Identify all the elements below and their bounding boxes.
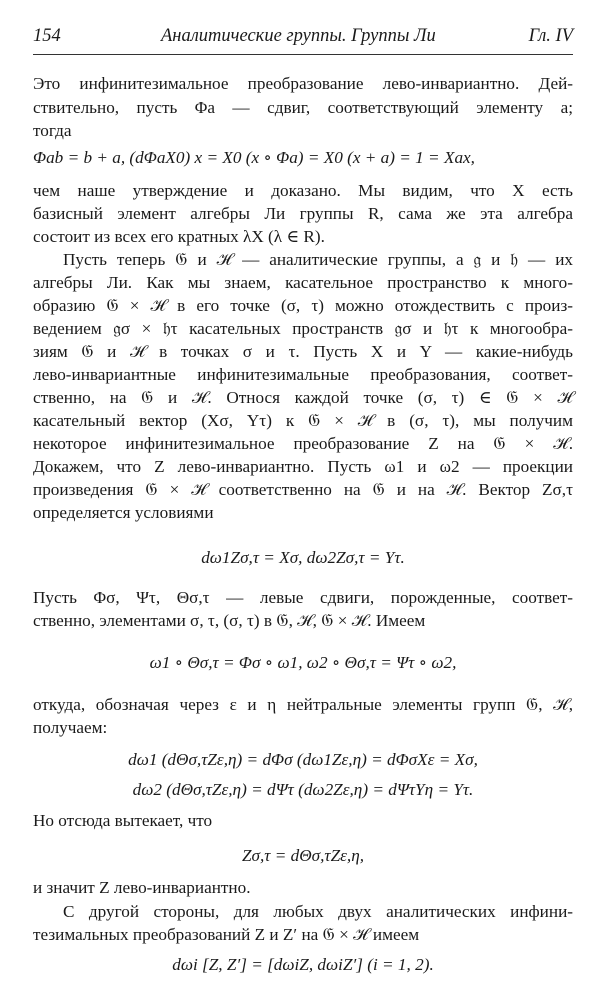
running-header <box>33 26 573 56</box>
text-line: некоторое инфинитезимальное преобразование Z на 𝔊 × ℋ. <box>33 434 573 453</box>
equation-line: dω1 (dΘσ,τZε,η) = dΦσ (dω1Zε,η) = dΦσXε = Xσ, <box>128 750 478 769</box>
text-line: ственно, элементами σ, τ, (σ, τ) в 𝔊, ℋ, 𝔊 × ℋ. Имеем <box>33 611 426 630</box>
text-line: чем наше утверждение и доказано. Мы видим, что X есть <box>33 181 573 200</box>
text-line: Докажем, что Z лево-инвариантно. Пусть ω1 и ω2 — проекции <box>33 457 573 476</box>
chapter-label: Гл. IV <box>528 26 573 46</box>
text-line: определяется условиями <box>33 503 214 522</box>
text-line: состоит из всех его кратных λX (λ ∈ R). <box>33 227 325 246</box>
text-line: образию 𝔊 × ℋ в его точке (σ, τ) можно отождествить с произ- <box>33 296 573 315</box>
text-line: откуда, обозначая через ε и η нейтральные элементы групп 𝔊, ℋ, <box>33 695 573 714</box>
text-line: и значит Z лево-инвариантно. <box>33 878 251 897</box>
text-line: алгебры Ли. Как мы знаем, касательное пространство к много- <box>33 273 573 292</box>
text-line: лево-инвариантные инфинитезимальные преобразования, соответ- <box>33 365 573 384</box>
text-line: Но отсюда вытекает, что <box>33 811 213 830</box>
text-line: зиям 𝔊 и ℋ в точках σ и τ. Пусть X и Y — какие-нибудь <box>33 342 573 361</box>
text-line: ственно, на 𝔊 и ℋ. Относя каждой точке (σ, τ) ∈ 𝔊 × ℋ <box>33 388 573 407</box>
equation-result: Zσ,τ = dΘσ,τZε,η, <box>241 846 365 865</box>
equation-conditions: dω1Zσ,τ = Xσ, dω2Zσ,τ = Yτ. <box>201 548 405 567</box>
equation-projections: ω1 ∘ Θσ,τ = Φσ ∘ ω1, ω2 ∘ Θσ,τ = Ψτ ∘ ω2, <box>149 653 457 672</box>
page-number: 154 <box>33 26 61 46</box>
text-line: получаем: <box>33 718 108 737</box>
text-line: Пусть теперь 𝔊 и ℋ — аналитические группы, а 𝔤 и 𝔥 — их <box>63 250 573 269</box>
text-line: произведения 𝔊 × ℋ соответственно на 𝔊 и на ℋ. Вектор Zσ,τ <box>33 480 573 499</box>
equation-shift: Φab = b + a, (dΦaX0) x = X0 (x ∘ Φa) = X0 (x + a) = 1 = Xax, <box>33 148 475 167</box>
text-line: касательный вектор (Xσ, Yτ) к 𝔊 × ℋ в (σ, τ), мы получим <box>33 411 573 430</box>
text-line: ствительно, пусть Φa — сдвиг, соответствующий элементу a; <box>33 98 573 117</box>
text-line: тезимальных преобразований Z и Z′ на 𝔊 × ℋ имеем <box>33 925 420 944</box>
equation-line: dω2 (dΘσ,τZε,η) = dΨτ (dω2Zε,η) = dΨτYη = Yτ. <box>132 780 474 799</box>
header-rule <box>33 54 573 55</box>
text-line: Это инфинитезимальное преобразование лево-инвариантно. Дей- <box>33 74 573 93</box>
text-line: базисный элемент алгебры Ли группы R, сама же эта алгебра <box>33 204 573 223</box>
text-line: тогда <box>33 121 72 140</box>
text-line: С другой стороны, для любых двух аналитических инфини- <box>63 902 573 921</box>
text-line: Пусть Φσ, Ψτ, Θσ,τ — левые сдвиги, порожденные, соответ- <box>33 588 573 607</box>
running-title: Аналитические группы. Группы Ли <box>161 26 436 46</box>
equation-bracket: dωi [Z, Z′] = [dωiZ, dωiZ′] (i = 1, 2). <box>172 955 434 974</box>
text-line: ведением 𝔤σ × 𝔥τ касательных пространств 𝔤σ и 𝔥τ к многообра- <box>33 319 573 338</box>
